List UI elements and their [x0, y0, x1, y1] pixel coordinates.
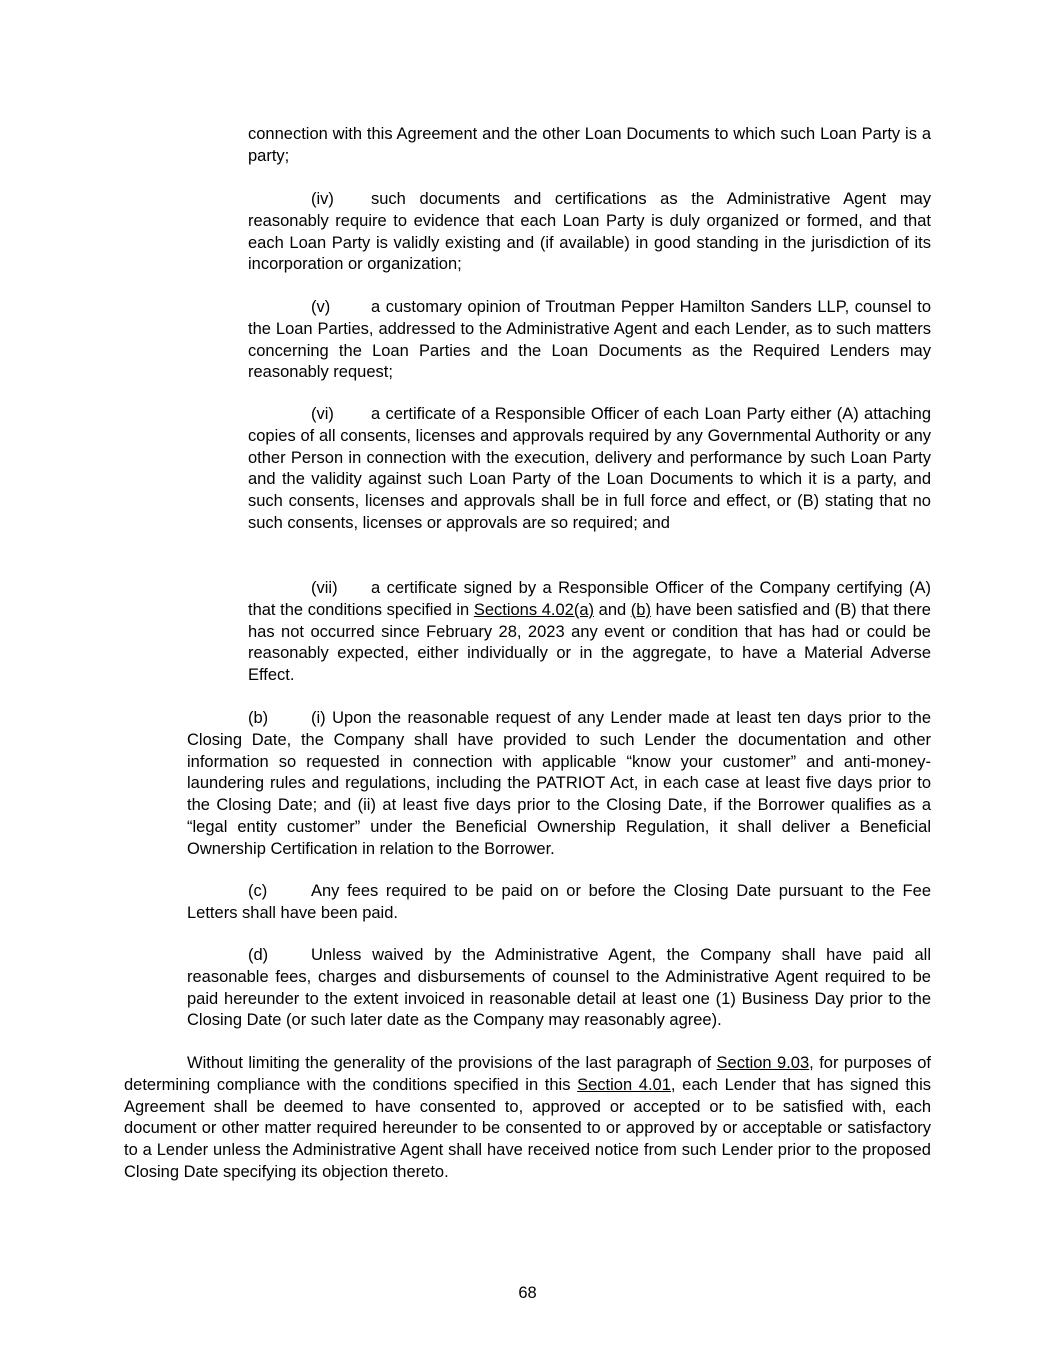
page-number: 68	[518, 1284, 537, 1302]
section-reference-link[interactable]: (b)	[630, 600, 651, 619]
clause-d	[187, 945, 931, 1032]
clause-text: a customary opinion of Troutman Pepper Hamilton Sanders LLP, counsel to the Loan Parties, addressed to the Administrative Agent and each Lender, as to such matters concerning the Loan Parties and the Loan Documents as the Required Lenders may reasonably request;	[248, 298, 931, 382]
clause-text: (i) Upon the reasonable request of any Lender made at least ten days prior to the Closing Date, the Company shall have provided to such Lender the documentation and other information so requested in connection with applicable “know your customer” and anti-money-laundering rules and regulations, including the PATRIOT Act, in each case at least five days prior to the Closing Date; and (ii) at least five days prior to the Closing Date, if the Borrower qualifies as a “legal entity customer” under the Beneficial Ownership Regulation, it shall deliver a Beneficial Ownership Certification in relation to the Borrower.	[187, 709, 931, 858]
section-reference-link[interactable]: Section 4.01	[577, 1075, 671, 1094]
clause-b	[187, 708, 931, 861]
clause-iv	[248, 189, 931, 276]
clause-text: a certificate signed by a Responsible Officer of the Company certifying (A) that the conditions specified in	[248, 579, 931, 619]
clause-text: Any fees required to be paid on or before the Closing Date pursuant to the Fee Letters shall have been paid.	[187, 882, 931, 922]
clause-vii	[248, 578, 931, 687]
clause-marker: (c)	[248, 882, 268, 900]
paragraph-text: , for purposes of determining compliance with the conditions specified in this	[124, 1054, 931, 1094]
paragraph-text: connection with this Agreement and the other Loan Documents to which such Loan Party is a party;	[248, 125, 931, 165]
clause-marker: (vi)	[311, 405, 334, 423]
section-reference-link[interactable]: Section 9.03	[716, 1054, 810, 1072]
clause-text: such documents and certifications as the Administrative Agent may reasonably require to evidence that each Loan Party is duly organized or formed, and that each Loan Party is validly existing and (if available) in good standing in the jurisdiction of its incorporation or organization;	[248, 190, 931, 274]
paragraph-text: , each Lender that has signed this Agreement shall be deemed to have consented to, approved or accepted or to be satisfied with, each document or other matter required hereunder to be consented to or approved by or acceptable or satisfactory to a Lender unless the Administrative Agent shall have received notice from such Lender prior to the proposed Closing Date specifying its objection thereto.	[124, 1075, 931, 1181]
closing-paragraph	[124, 1053, 931, 1184]
paragraph-continuation	[248, 124, 931, 168]
section-reference-link[interactable]: Sections 4.02(a)	[473, 600, 595, 619]
clause-text: Unless waived by the Administrative Agent, the Company shall have paid all reasonable fees, charges and disbursements of counsel to the Administrative Agent required to be paid hereunder to the extent invoiced in reasonable detail at least one (1) Business Day prior to the Closing Date (or such later date as the Company may reasonably agree).	[187, 946, 931, 1030]
clause-marker: (d)	[248, 946, 269, 964]
clause-v	[248, 297, 931, 384]
clause-text: a certificate of a Responsible Officer of each Loan Party either (A) attaching copies of all consents, licenses and approvals required by any Governmental Authority or any other Person in connection with the execution, delivery and performance by such Loan Party and the validity against such Loan Party of the Loan Documents to which it is a party, and such consents, licenses and approvals shall be in full force and effect, or (B) stating that no such consents, licenses or approvals are so required; and	[248, 405, 931, 532]
paragraph-text: Without limiting the generality of the provisions of the last paragraph of	[187, 1054, 717, 1072]
clause-marker: (vii)	[311, 579, 338, 597]
clause-vi	[248, 404, 931, 535]
clause-c	[187, 881, 931, 925]
clause-marker: (iv)	[311, 190, 334, 208]
clause-text: and	[594, 600, 631, 619]
clause-marker: (v)	[311, 298, 331, 316]
clause-marker: (b)	[248, 709, 269, 727]
clause-text: have been satisfied and (B) that there has not occurred since February 28, 2023 any event or condition that has had or could be reasonably expected, either individually or in the aggregate, to have a Material Adverse Effect.	[248, 600, 931, 685]
